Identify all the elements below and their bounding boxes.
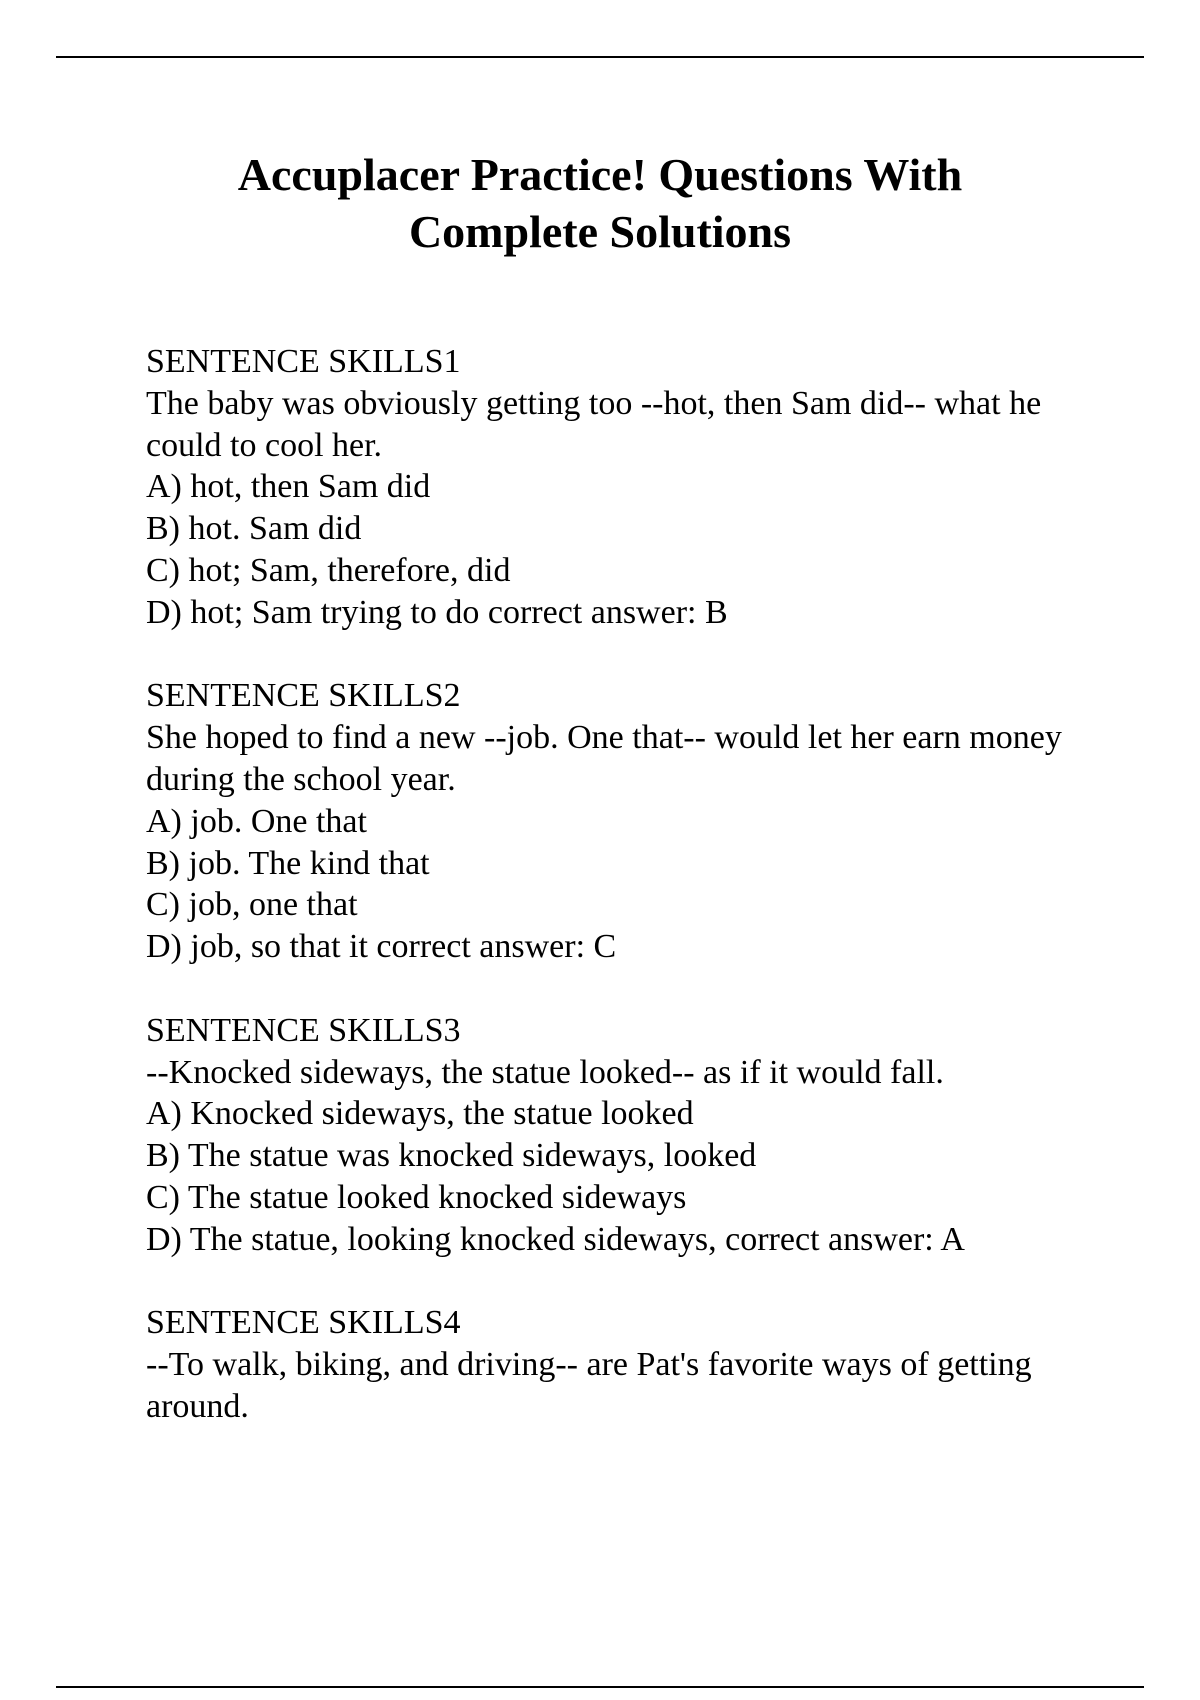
question-heading: SENTENCE SKILLS3 (146, 1011, 461, 1049)
answer-option-b: B) The statue was knocked sideways, looked (146, 1137, 757, 1175)
question-list (146, 341, 1086, 1470)
answer-option-c: C) job, one that (146, 886, 358, 924)
question-1 (146, 341, 1086, 634)
question-heading: SENTENCE SKILLS4 (146, 1304, 461, 1342)
answer-options (146, 1093, 1086, 1260)
document-title-line-1: Accuplacer Practice! Questions With (237, 149, 963, 200)
document-title (0, 146, 1200, 260)
answer-option-c: C) hot; Sam, therefore, did (146, 551, 511, 589)
question-prompt: She hoped to find a new --job. One that-- would let her earn money during the school year. (146, 719, 1062, 798)
answer-option-a: A) hot, then Sam did (146, 468, 431, 506)
footer-rule (56, 1686, 1144, 1688)
question-prompt: --To walk, biking, and driving-- are Pat's favorite ways of getting around. (146, 1346, 1032, 1425)
answer-option-b: B) hot. Sam did (146, 510, 362, 548)
answer-option-c: C) The statue looked knocked sideways (146, 1178, 687, 1216)
question-prompt: --Knocked sideways, the statue looked-- as if it would fall. (146, 1053, 944, 1091)
question-prompt: The baby was obviously getting too --hot, then Sam did-- what he could to cool her. (146, 384, 1042, 464)
answer-option-d: D) job, so that it correct answer: C (146, 928, 617, 966)
question-heading: SENTENCE SKILLS2 (146, 677, 461, 715)
answer-option-b: B) job. The kind that (146, 844, 430, 882)
question-2 (146, 675, 1086, 968)
question-3 (146, 1010, 1086, 1261)
answer-option-d: D) hot; Sam trying to do correct answer: B (146, 593, 728, 631)
header-rule (56, 56, 1144, 58)
document-title-line-2: Complete Solutions (408, 206, 792, 257)
answer-option-d: D) The statue, looking knocked sideways, correct answer: A (146, 1220, 965, 1258)
question-4 (146, 1302, 1086, 1427)
answer-options (146, 801, 1086, 968)
answer-options (146, 466, 1086, 633)
question-heading: SENTENCE SKILLS1 (146, 343, 461, 380)
answer-option-a: A) job. One that (146, 802, 367, 840)
answer-option-a: A) Knocked sideways, the statue looked (146, 1095, 694, 1133)
